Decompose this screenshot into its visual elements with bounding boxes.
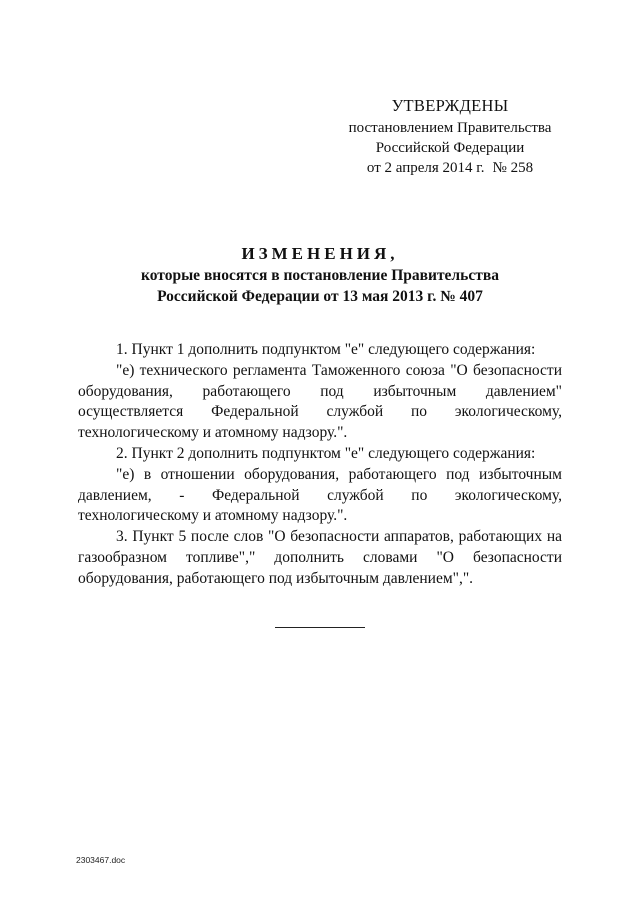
approval-date: от 2 апреля 2014 г. bbox=[366, 160, 485, 176]
document-title bbox=[0, 243, 640, 307]
paragraph-1: 1. Пункт 1 дополнить подпунктом "е" следующего содержания: bbox=[116, 341, 536, 358]
document-body bbox=[78, 340, 562, 590]
paragraph-3: 2. Пункт 2 дополнить подпунктом "е" следующего содержания: bbox=[116, 444, 536, 462]
approval-heading: УТВЕРЖДЕНЫ bbox=[391, 96, 509, 115]
approval-number: № 258 bbox=[492, 160, 534, 176]
file-code: 2303467.doc bbox=[76, 855, 126, 865]
approval-line-1: постановлением Правительства bbox=[348, 120, 552, 136]
title-heading: ИЗМЕНЕНИЯ, bbox=[241, 244, 399, 263]
approval-line-2: Российской Федерации bbox=[375, 140, 525, 156]
end-divider bbox=[275, 627, 365, 628]
paragraph-5: 3. Пункт 5 после слов "О безопасности аппаратов, работающих на газообразном топливе"," дополнить словами "О безопасности оборудования, работающего под избыточным давлением",". bbox=[78, 528, 562, 587]
title-line-2: Российской Федерации от 13 мая 2013 г. № 407 bbox=[157, 288, 483, 305]
paragraph-4: "е) в отношении оборудования, работающего под избыточным давлением, - Федеральной службой по экологическому, технологическому и атомному надзору.". bbox=[78, 465, 562, 525]
title-line-1: которые вносятся в постановление Правительства bbox=[141, 267, 499, 284]
approval-date-line bbox=[300, 158, 600, 178]
paragraph-2: "е) технического регламента Таможенного союза "О безопасности оборудования, работающего под избыточным давлением" осуществляется Федеральной службой по экологическому, технологическому и атомному надзору.". bbox=[78, 361, 562, 442]
approval-stamp bbox=[300, 96, 600, 178]
